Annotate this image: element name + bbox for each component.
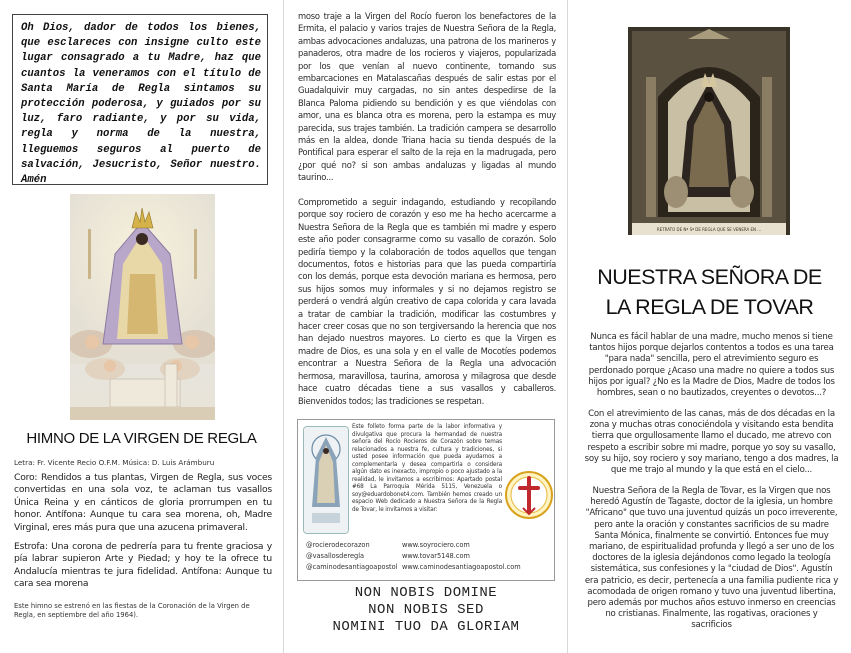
motto-line: NON NOBIS DOMINE xyxy=(354,585,498,601)
website-link[interactable]: www.soyrociero.com xyxy=(402,541,470,549)
motto xyxy=(297,585,555,643)
motto-line: NON NOBIS SED xyxy=(368,602,484,618)
left-panel xyxy=(0,0,283,653)
link-row xyxy=(306,540,551,551)
center-paragraph-1: moso traje a la Virgen del Rocío fueron los benefactores de la Ermita, el palacio y varios trajes de Nuestra Señora de la Regla, ambas advocaciones andaluzas, una patrona de los marineros y panaderos, otra madre de los rocieros y viajeros, popularizada por los que venían al nuevo continente, tomando sus embarcaciones en Matalascañas después de salir estas por el Guadalquivir muy cargadas, no sin antes despedirse de la Blanca Paloma pidiendo su bendición y es que viéndolas con amor, una es blanca otra es morena, pero la estampa es muy parecida, sus trajes también. La tradición campera se desarrollo más en la aldea, donde Triana hacia su tienda después de la Pontifical para esperar el salto de la reja en la madrugada, pero ¿por qué no? si son ambas andaluzas y ligadas al mundo taurino... xyxy=(298,11,556,183)
prayer-box xyxy=(12,14,268,185)
main-title-line: LA REGLA DE TOVAR xyxy=(605,295,814,319)
website-link[interactable]: www.caminodesantiagoapostol.com xyxy=(402,563,521,571)
engraving-image xyxy=(628,27,790,235)
center-paragraph-2: Comprometido a seguir indagando, estudiando y recopilando porque soy rociero de corazón y eso me ha hecho acercarme a Nuestra Señora de la Regla que es también mi madre y espero este año poder consagrarme como su vasallo de corazón. Solo pediría tiempo y la colaboración de todos aquellos que tengan documentos, fotos e historias para que las pueda compartiría con los demás, porque esta devoción mariana es hermosa, pero sus hijos somos muy informales y si no dejamos registro se perderá o vendrá algún creativo de capa colorida y cara lavada a tratar de cambiar la tradición, modificar las costumbres y hacer creer cosas que no son tergiversando la herencia que nos han dejado nuestros mayores. Lo cierto es que la Virgen es madre de Dios, es una sola y en el valle de Mocotíes podemos encontrar a Nuestra Señora de la Regla una advocación hermosa, maravillosa, taurina, amorosa y milagrosa que desde hace cuatro décadas tiene a sus vasallos y caballeros. Bienvenidos todos; las tradiciones se respetan. xyxy=(298,197,556,406)
brotherhood-seal xyxy=(505,460,553,530)
right-paragraph-3: Nuestra Señora de la Regla de Tovar, es la Virgen que nos heredó Agustín de Tagaste, doctor de la iglesia, un hombre "Africano" que tuvo una juventud quizás un poco irreverente, pero ante la oración y constantes sacrificios de su madre Santa Mónica, finalmente se convirtió. Entonces fue muy mariano, de espiritualidad profunda y llegó a ser uno de los doctores de la iglesia dejándonos como legado la teología sistemática, sus confesiones y la "ciudad de Dios". Agustín era patricio, es decir, pertenecía a una familia pudiente rica y acomodada de origen romano y tuvo una juventud libertina, pero además por muchos años estuvo inmerso en creencias no cristianas. Finalmente, las rogativas, oraciones y sacrificios xyxy=(584,486,839,631)
hymn-title: HIMNO DE LA VIRGEN DE REGLA xyxy=(26,430,257,447)
prayer-text: Oh Dios, dador de todos los bienes, que esclareces con insigne culto este lugar consagrado a tu Madre, haz que cuantos la veneramos con el título de Santa María de Regla sintamos su protección poderosa, y guiados por su luz, faro radiante, y por su vida, regla y norma de la nuestra, lleguemos seguros al puerto de salvación, Jesucristo, Señor nuestro. Amén xyxy=(21,22,261,187)
santiago-cross-icon xyxy=(505,460,553,530)
social-links xyxy=(306,540,551,573)
virgin-painting xyxy=(70,194,215,420)
virgin-badge-image xyxy=(303,426,349,534)
info-box xyxy=(297,419,555,581)
virgin-painting-image xyxy=(70,194,215,420)
motto-line: NOMINI TUO DA GLORIAM xyxy=(332,619,520,635)
right-panel xyxy=(568,0,851,653)
main-title-line: NUESTRA SEÑORA DE xyxy=(597,265,822,289)
engraving-caption: RETRATO DE Nª Sª DE REGLA QUE SE VENERA EN ... xyxy=(656,227,762,232)
center-panel xyxy=(284,0,567,653)
link-row xyxy=(306,551,551,562)
hymn-coro: Coro: Rendidos a tus plantas, Virgen de Regla, sus voces convertidas en una sola voz, te aclaman tus vasallos Única Reina y en cánticos de gloria prorrumpen en tu honor. Antífona: Aunque tu cara sea morena, oh, Madre Virginal, eres más pura que una azucena primaveral. xyxy=(14,472,272,533)
info-text: Este folleto forma parte de la labor informativa y divulgativa que procura la hermandad de nuestra señora del Rocío Rocieros de Corazón sobre temas relacionados a nuestra fe, cultura y tradiciones, si usted posee información que pueda ayudarnos a complementarla y desea compartirla o considera algún dato es inexacto, impropio o poco ajustado a la realidad, le invitamos a escribirnos: Apartado postal #68 La Parroquia Mérida 5115, Venezuela o soy@eduardobonet4.com. También hemos creado un espacio Web dedicado a Nuestra Señora de la Regla de Tovar, le invitamos a visitar: xyxy=(352,424,502,513)
main-title xyxy=(568,262,851,322)
right-paragraph-2: Con el atrevimiento de las canas, más de dos décadas en la zona y muchas otras conociéndola y visitando esta bendita tierra que orgullosamente llamo el ducado, me atrevo con respeto a escribir sobre mi madre, porque yo soy su vasallo, soy su hijo, soy rociero y soy mariano, tengo a dos madres, la que me trajo al mundo y la que está en el cielo... xyxy=(584,409,839,476)
hymn-estrofa: Estrofa: Una corona de pedrería para tu frente graciosa y pía labrar supieron Arte y Piedad; y hoy te la ofrece tu Andalucía mientras te jura fidelidad. Antífona: Aunque tu cara sea morena xyxy=(14,541,272,590)
right-paragraph-1: Nunca es fácil hablar de una madre, mucho menos si tiene tantos hijos porque dejarlos contentos a todos es una tarea "para nada" sencilla, pero el atrevimiento seguro es perdonado porque ¿Acaso una madre no quiere a todos sus hijos por igual? ¿No es la Madre de Dios, Madre de todos los hombres, sean o no bautizados, creyentes o devotos...? xyxy=(588,332,835,399)
link-row xyxy=(306,562,551,573)
website-link[interactable]: www.tovar5148.com xyxy=(402,552,470,560)
social-handle[interactable]: @rocierodecorazon xyxy=(306,541,370,549)
hymn-note: Este himno se estrenó en las fiestas de la Coronación de la Virgen de Regla, en septiembre del año 1964). xyxy=(14,602,250,619)
social-handle[interactable]: @caminodesantiagoapostol xyxy=(306,563,398,571)
hymn-credit: Letra: Fr. Vicente Recio O.F.M. Música: D. Luis Arámburu xyxy=(14,458,215,467)
social-handle[interactable]: @vasallosderegla xyxy=(306,552,365,560)
